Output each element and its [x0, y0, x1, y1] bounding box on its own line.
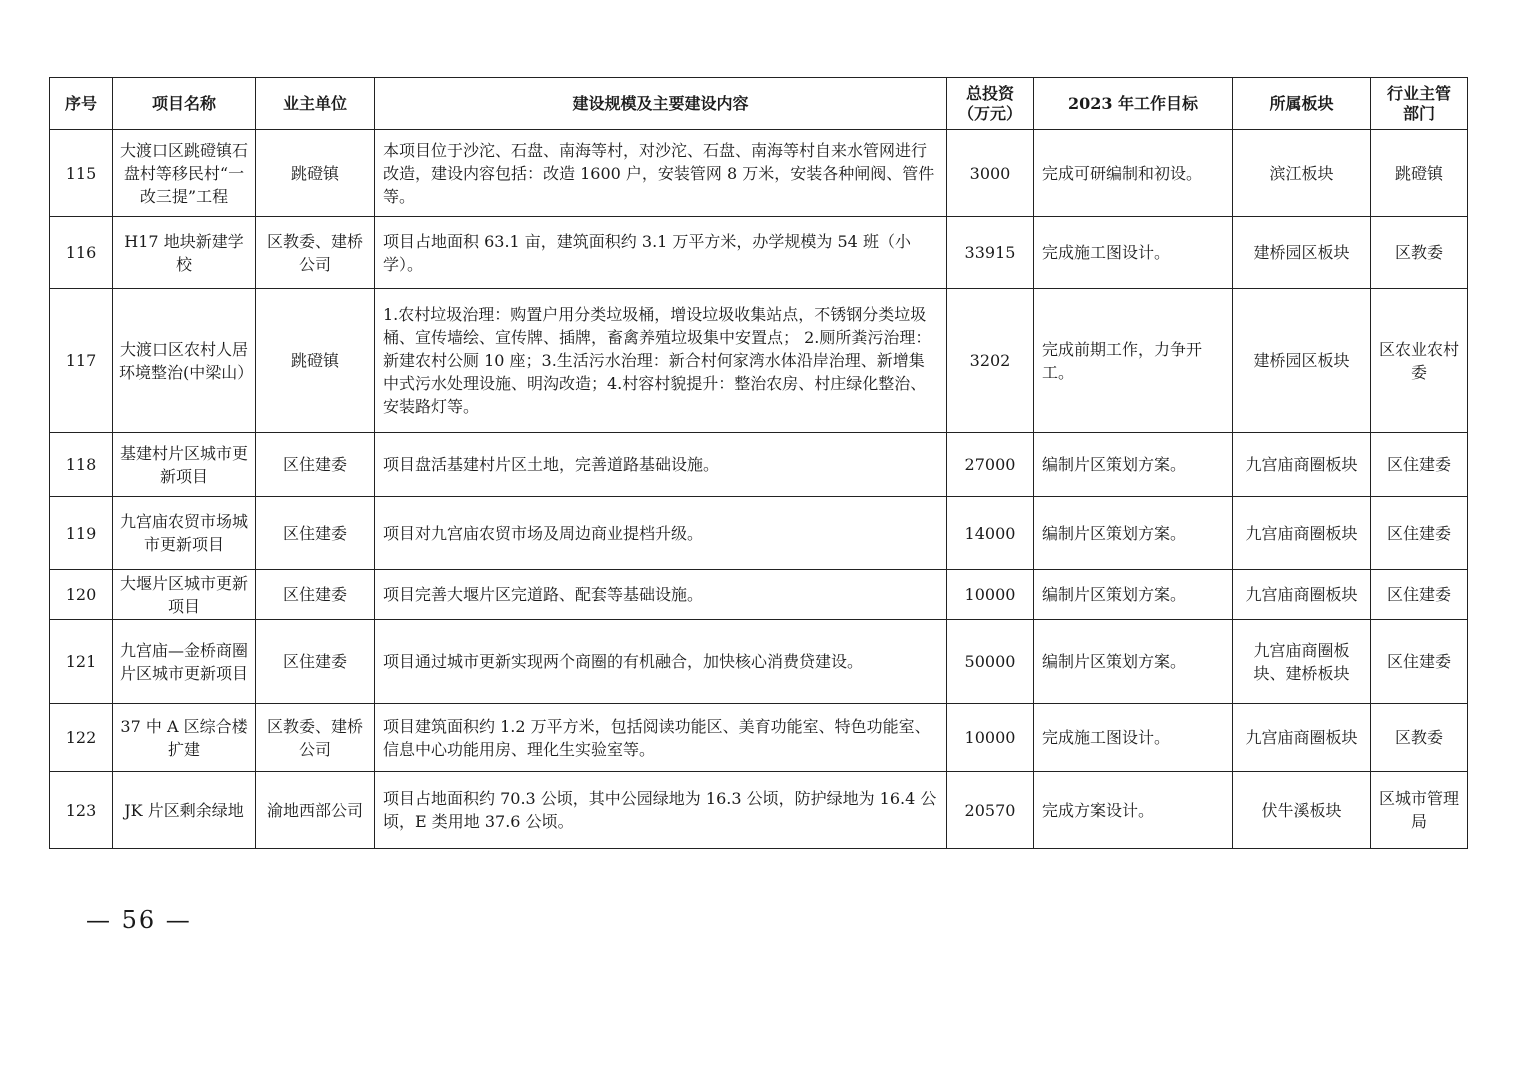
cell-investment: 27000 — [947, 433, 1034, 497]
cell-sector: 滨江板块 — [1233, 130, 1371, 217]
header-name: 项目名称 — [113, 78, 256, 130]
cell-dept: 区城市管理局 — [1371, 772, 1468, 849]
table-row — [50, 217, 1468, 289]
header-goal: 2023 年工作目标 — [1034, 78, 1233, 130]
cell-no: 121 — [50, 620, 113, 704]
cell-no: 117 — [50, 289, 113, 433]
cell-name: H17 地块新建学校 — [113, 217, 256, 289]
cell-sector: 九宫庙商圈板块 — [1233, 570, 1371, 620]
cell-investment: 3000 — [947, 130, 1034, 217]
cell-goal: 完成方案设计。 — [1034, 772, 1233, 849]
cell-content: 项目完善大堰片区完道路、配套等基础设施。 — [375, 570, 947, 620]
cell-content: 1.农村垃圾治理：购置户用分类垃圾桶，增设垃圾收集站点，不锈钢分类垃圾桶、宣传墙绘、宣传牌、插牌，畜禽养殖垃圾集中安置点； 2.厕所粪污治理：新建农村公厕 10 座；3.生活污水治理：新合村何家湾水体沿岸治理、新增集中式污水处理设施、明沟改造；4.村容村貌提升：整治农房、村庄绿化整治、安装路灯等。 — [375, 289, 947, 433]
cell-dept: 区住建委 — [1371, 570, 1468, 620]
cell-dept: 区住建委 — [1371, 433, 1468, 497]
cell-dept: 区农业农村委 — [1371, 289, 1468, 433]
header-no: 序号 — [50, 78, 113, 130]
cell-content: 项目占地面积 63.1 亩，建筑面积约 3.1 万平方米，办学规模为 54 班（小学）。 — [375, 217, 947, 289]
cell-dept: 区教委 — [1371, 217, 1468, 289]
cell-dept: 区住建委 — [1371, 620, 1468, 704]
cell-sector: 九宫庙商圈板块 — [1233, 433, 1371, 497]
table-row — [50, 497, 1468, 570]
cell-no: 119 — [50, 497, 113, 570]
table-row — [50, 289, 1468, 433]
cell-name: 大堰片区城市更新项目 — [113, 570, 256, 620]
cell-no: 123 — [50, 772, 113, 849]
cell-owner: 区教委、建桥公司 — [256, 704, 375, 772]
cell-investment: 10000 — [947, 704, 1034, 772]
cell-name: 大渡口区农村人居环境整治(中梁山） — [113, 289, 256, 433]
cell-investment: 20570 — [947, 772, 1034, 849]
cell-goal: 编制片区策划方案。 — [1034, 497, 1233, 570]
cell-sector: 建桥园区板块 — [1233, 289, 1371, 433]
cell-content: 项目盘活基建村片区土地，完善道路基础设施。 — [375, 433, 947, 497]
cell-no: 115 — [50, 130, 113, 217]
cell-name: JK 片区剩余绿地 — [113, 772, 256, 849]
cell-name: 基建村片区城市更新项目 — [113, 433, 256, 497]
cell-name: 九宫庙—金桥商圈片区城市更新项目 — [113, 620, 256, 704]
table-row — [50, 433, 1468, 497]
page-number: — 56 — — [86, 906, 192, 934]
cell-goal: 完成前期工作，力争开工。 — [1034, 289, 1233, 433]
cell-investment: 3202 — [947, 289, 1034, 433]
cell-owner: 区住建委 — [256, 433, 375, 497]
table-row — [50, 570, 1468, 620]
cell-goal: 编制片区策划方案。 — [1034, 620, 1233, 704]
cell-name: 37 中 A 区综合楼扩建 — [113, 704, 256, 772]
cell-goal: 完成可研编制和初设。 — [1034, 130, 1233, 217]
cell-sector: 九宫庙商圈板块 — [1233, 704, 1371, 772]
cell-investment: 33915 — [947, 217, 1034, 289]
cell-name: 大渡口区跳磴镇石盘村等移民村“一改三提”工程 — [113, 130, 256, 217]
table-header-row — [50, 78, 1468, 130]
cell-no: 116 — [50, 217, 113, 289]
cell-name: 九宫庙农贸市场城市更新项目 — [113, 497, 256, 570]
header-dept: 行业主管 部门 — [1371, 78, 1468, 130]
cell-content: 项目通过城市更新实现两个商圈的有机融合，加快核心消费贷建设。 — [375, 620, 947, 704]
cell-no: 118 — [50, 433, 113, 497]
cell-owner: 区住建委 — [256, 497, 375, 570]
cell-content: 项目占地面积约 70.3 公顷，其中公园绿地为 16.3 公顷，防护绿地为 16.4 公顷，E 类用地 37.6 公顷。 — [375, 772, 947, 849]
cell-owner: 区教委、建桥公司 — [256, 217, 375, 289]
cell-no: 120 — [50, 570, 113, 620]
cell-owner: 跳磴镇 — [256, 289, 375, 433]
table-row — [50, 772, 1468, 849]
cell-goal: 完成施工图设计。 — [1034, 704, 1233, 772]
header-investment: 总投资 （万元） — [947, 78, 1034, 130]
cell-no: 122 — [50, 704, 113, 772]
cell-owner: 渝地西部公司 — [256, 772, 375, 849]
cell-content: 项目对九宫庙农贸市场及周边商业提档升级。 — [375, 497, 947, 570]
header-owner: 业主单位 — [256, 78, 375, 130]
cell-investment: 14000 — [947, 497, 1034, 570]
cell-sector: 伏牛溪板块 — [1233, 772, 1371, 849]
table-row — [50, 704, 1468, 772]
cell-dept: 区教委 — [1371, 704, 1468, 772]
cell-sector: 九宫庙商圈板块 — [1233, 497, 1371, 570]
cell-owner: 区住建委 — [256, 620, 375, 704]
cell-goal: 编制片区策划方案。 — [1034, 433, 1233, 497]
cell-sector: 建桥园区板块 — [1233, 217, 1371, 289]
cell-owner: 区住建委 — [256, 570, 375, 620]
header-sector: 所属板块 — [1233, 78, 1371, 130]
cell-goal: 完成施工图设计。 — [1034, 217, 1233, 289]
header-content: 建设规模及主要建设内容 — [375, 78, 947, 130]
table-row — [50, 130, 1468, 217]
cell-owner: 跳磴镇 — [256, 130, 375, 217]
cell-dept: 跳磴镇 — [1371, 130, 1468, 217]
cell-goal: 编制片区策划方案。 — [1034, 570, 1233, 620]
cell-investment: 50000 — [947, 620, 1034, 704]
table-row — [50, 620, 1468, 704]
cell-investment: 10000 — [947, 570, 1034, 620]
cell-content: 本项目位于沙沱、石盘、南海等村，对沙沱、石盘、南海等村自来水管网进行改造，建设内容包括：改造 1600 户，安装管网 8 万米，安装各种闸阀、管件等。 — [375, 130, 947, 217]
project-table — [49, 77, 1468, 849]
cell-dept: 区住建委 — [1371, 497, 1468, 570]
cell-content: 项目建筑面积约 1.2 万平方米，包括阅读功能区、美育功能室、特色功能室、信息中心功能用房、理化生实验室等。 — [375, 704, 947, 772]
cell-sector: 九宫庙商圈板块、建桥板块 — [1233, 620, 1371, 704]
